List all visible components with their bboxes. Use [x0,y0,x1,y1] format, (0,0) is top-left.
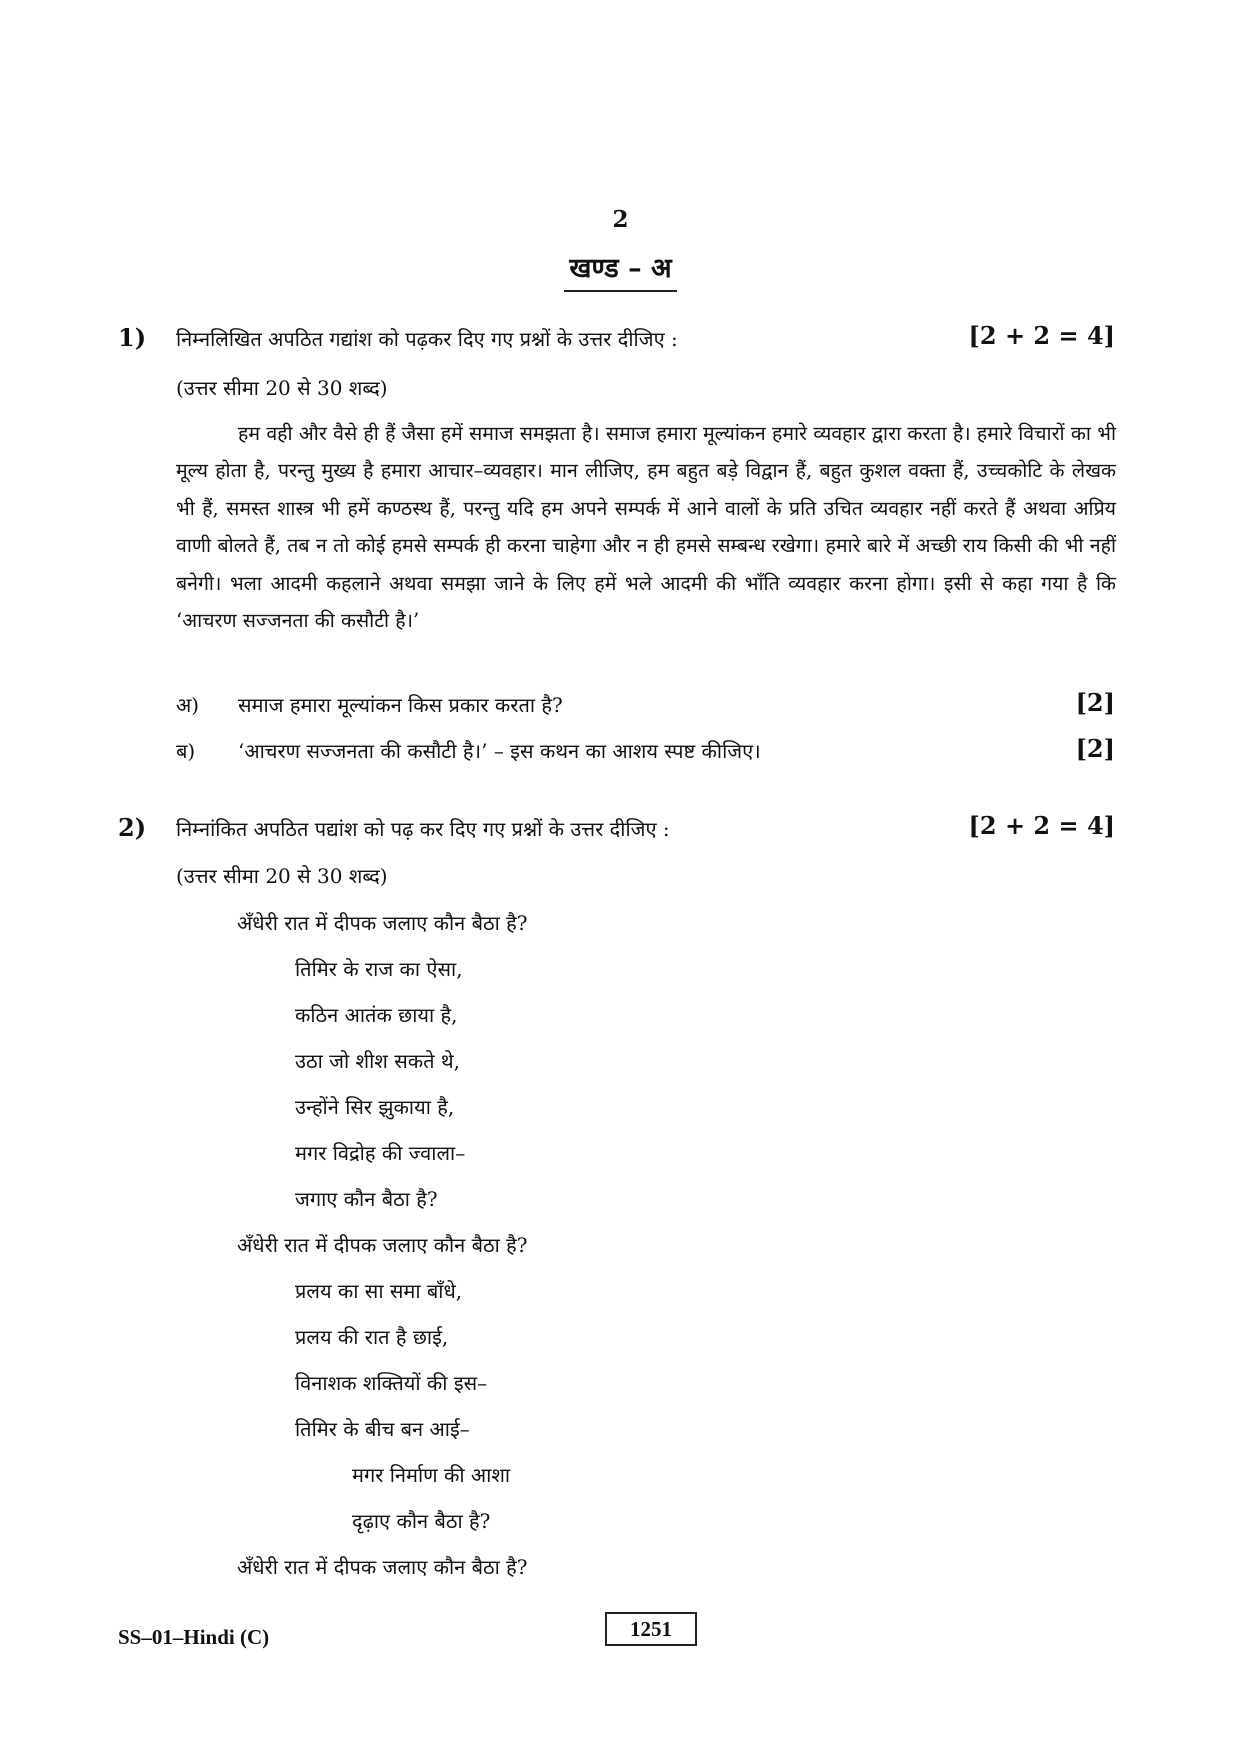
q2-prompt: निम्नांकित अपठित पद्यांश को पढ़ कर दिए गए प्रश्नों के उत्तर दीजिए : [176,817,670,841]
poem-line: तिमिर के राज का ऐसा, [295,957,463,981]
q1-sub-a-marks: [2] [1075,688,1115,717]
q1-sub-b-marks: [2] [1075,734,1115,763]
poem-line: दृढ़ाए कौन बैठा है? [352,1509,491,1533]
poem-line: उन्होंने सिर झुकाया है, [295,1095,455,1119]
q1-number: 1) [118,323,147,352]
q1-passage: हम वही और वैसे ही हैं जैसा हमें समाज समझता है। समाज हमारा मूल्यांकन हमारे व्यवहार द्वारा करता है। हमारे विचारों का भी मूल्य होता है, परन्तु मुख्य है हमारा आचार–व्यवहार। मान लीजिए, हम बहुत बड़े विद्वान हैं, बहुत कुशल वक्ता हैं, उच्चकोटि के लेखक भी हैं, समस्त शास्त्र भी हमें कण्ठस्थ हैं, परन्तु यदि हम अपने सम्पर्क में आने वालों के प्रति उचित व्यवहार नहीं करते हैं अथवा अप्रिय वाणी बोलते हैं, तब न तो कोई हमसे सम्पर्क ही करना चाहेगा और न ही हमसे सम्बन्ध रखेगा। हमारे बारे में अच्छी राय किसी की भी नहीं बनेगी। भला आदमी कहलाने अथवा समझा जाने के लिए हमें भले आदमी की भाँति व्यवहार करना होगा। इसी से कहा गया है कि ‘आचरण सज्जनता की कसौटी है।’ [176,422,1116,633]
q1-sub-a-label: अ) [176,693,200,717]
poem-line: मगर निर्माण की आशा [352,1463,511,1487]
q2-marks: [2 + 2 = 4] [968,811,1115,840]
page-number: 2 [612,206,629,233]
poem-line: कठिन आतंक छाया है, [295,1003,458,1027]
poem-line: तिमिर के बीच बन आई– [295,1417,470,1441]
poem-line: मगर विद्रोह की ज्वाला– [295,1141,466,1165]
q1-sub-b-label: ब) [176,739,196,763]
section-title: खण्ड – अ [569,253,672,284]
q1-marks: [2 + 2 = 4] [968,321,1115,350]
q1-sub-b-text: ‘आचरण सज्जनता की कसौटी है।’ – इस कथन का आशय स्पष्ट कीजिए। [238,739,761,763]
poem-line: उठा जो शीश सकते थे, [295,1049,461,1073]
q1-prompt: निम्नलिखित अपठित गद्यांश को पढ़कर दिए गए प्रश्नों के उत्तर दीजिए : [176,327,678,351]
poem-line: जगाए कौन बैठा है? [295,1187,438,1211]
poem-line: अँधेरी रात में दीपक जलाए कौन बैठा है? [237,911,528,935]
poem-line: अँधेरी रात में दीपक जलाए कौन बैठा है? [237,1555,528,1579]
paper-code: SS–01–Hindi (C) [118,1625,270,1649]
q1-sub-a-text: समाज हमारा मूल्यांकन किस प्रकार करता है? [238,693,563,717]
poem-line: प्रलय की रात है छाई, [295,1325,449,1349]
poem-line: विनाशक शक्तियों की इस– [295,1371,488,1395]
poem-line: अँधेरी रात में दीपक जलाए कौन बैठा है? [237,1233,528,1257]
section-underline [564,290,677,292]
poem-line: प्रलय का सा समा बाँधे, [295,1279,463,1303]
q2-word-limit: (उत्तर सीमा 20 से 30 शब्द) [176,864,388,888]
q2-number: 2) [118,813,147,842]
q1-word-limit: (उत्तर सीमा 20 से 30 शब्द) [176,376,388,400]
paper-number-box: 1251 [605,1612,697,1646]
